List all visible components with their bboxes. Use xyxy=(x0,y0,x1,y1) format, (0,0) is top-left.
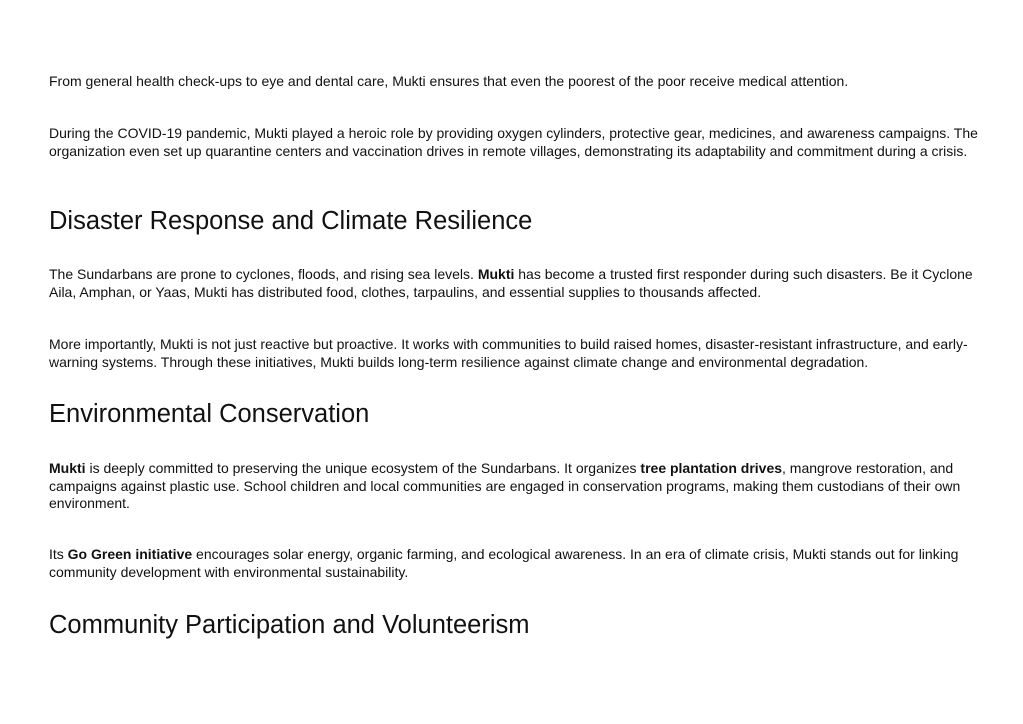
text-segment: , mangrove restoration, and campaigns against plastic use. School children and local communities are engaged in conservation programs, making them custodians of their own environment. xyxy=(49,460,961,511)
paragraph-go-green xyxy=(49,546,979,581)
text-segment: has become a trusted first responder during such disasters. Be it Cyclone Aila, Amphan, or Yaas, Mukti has distributed food, clothes, tarpaulins, and essential supplies to thousands affected. xyxy=(49,266,973,300)
text-segment: The Sundarbans are prone to cyclones, floods, and rising sea levels. xyxy=(49,266,478,282)
paragraph-ecosystem-preservation xyxy=(49,460,979,513)
text-segment: Its xyxy=(49,546,68,562)
paragraph-health-checkups: From general health check-ups to eye and dental care, Mukti ensures that even the poorest of the poor receive medical attention. xyxy=(49,73,849,89)
text-segment: encourages solar energy, organic farming, and ecological awareness. In an era of climate crisis, Mukti stands out for linking community development with environmental sustainability. xyxy=(49,546,959,580)
bold-tree-plantation: tree plantation drives xyxy=(640,460,783,476)
heading-disaster-response: Disaster Response and Climate Resilience xyxy=(49,207,533,235)
text-segment: is deeply committed to preserving the unique ecosystem of the Sundarbans. It organizes xyxy=(85,460,641,476)
bold-mukti: Mukti xyxy=(49,460,86,476)
paragraph-covid-response: During the COVID-19 pandemic, Mukti played a heroic role by providing oxygen cylinders, protective gear, medicines, and awareness campaigns. The organization even set up quarantine centers and vaccination drives in remote villages, demonstrating its adaptability and commitment during a crisis. xyxy=(49,125,978,159)
heading-community-participation: Community Participation and Volunteerism xyxy=(49,611,530,639)
heading-environmental-conservation: Environmental Conservation xyxy=(49,400,370,428)
bold-mukti: Mukti xyxy=(477,266,515,282)
paragraph-sundarbans-disasters xyxy=(49,266,979,301)
bold-go-green: Go Green initiative xyxy=(67,546,193,562)
paragraph-proactive-resilience: More importantly, Mukti is not just reactive but proactive. It works with communities to build raised homes, disaster-resistant infrastructure, and early-warning systems. Through these initiatives, Mukti builds long-term resilience against climate change and environmental degradation. xyxy=(49,336,968,370)
